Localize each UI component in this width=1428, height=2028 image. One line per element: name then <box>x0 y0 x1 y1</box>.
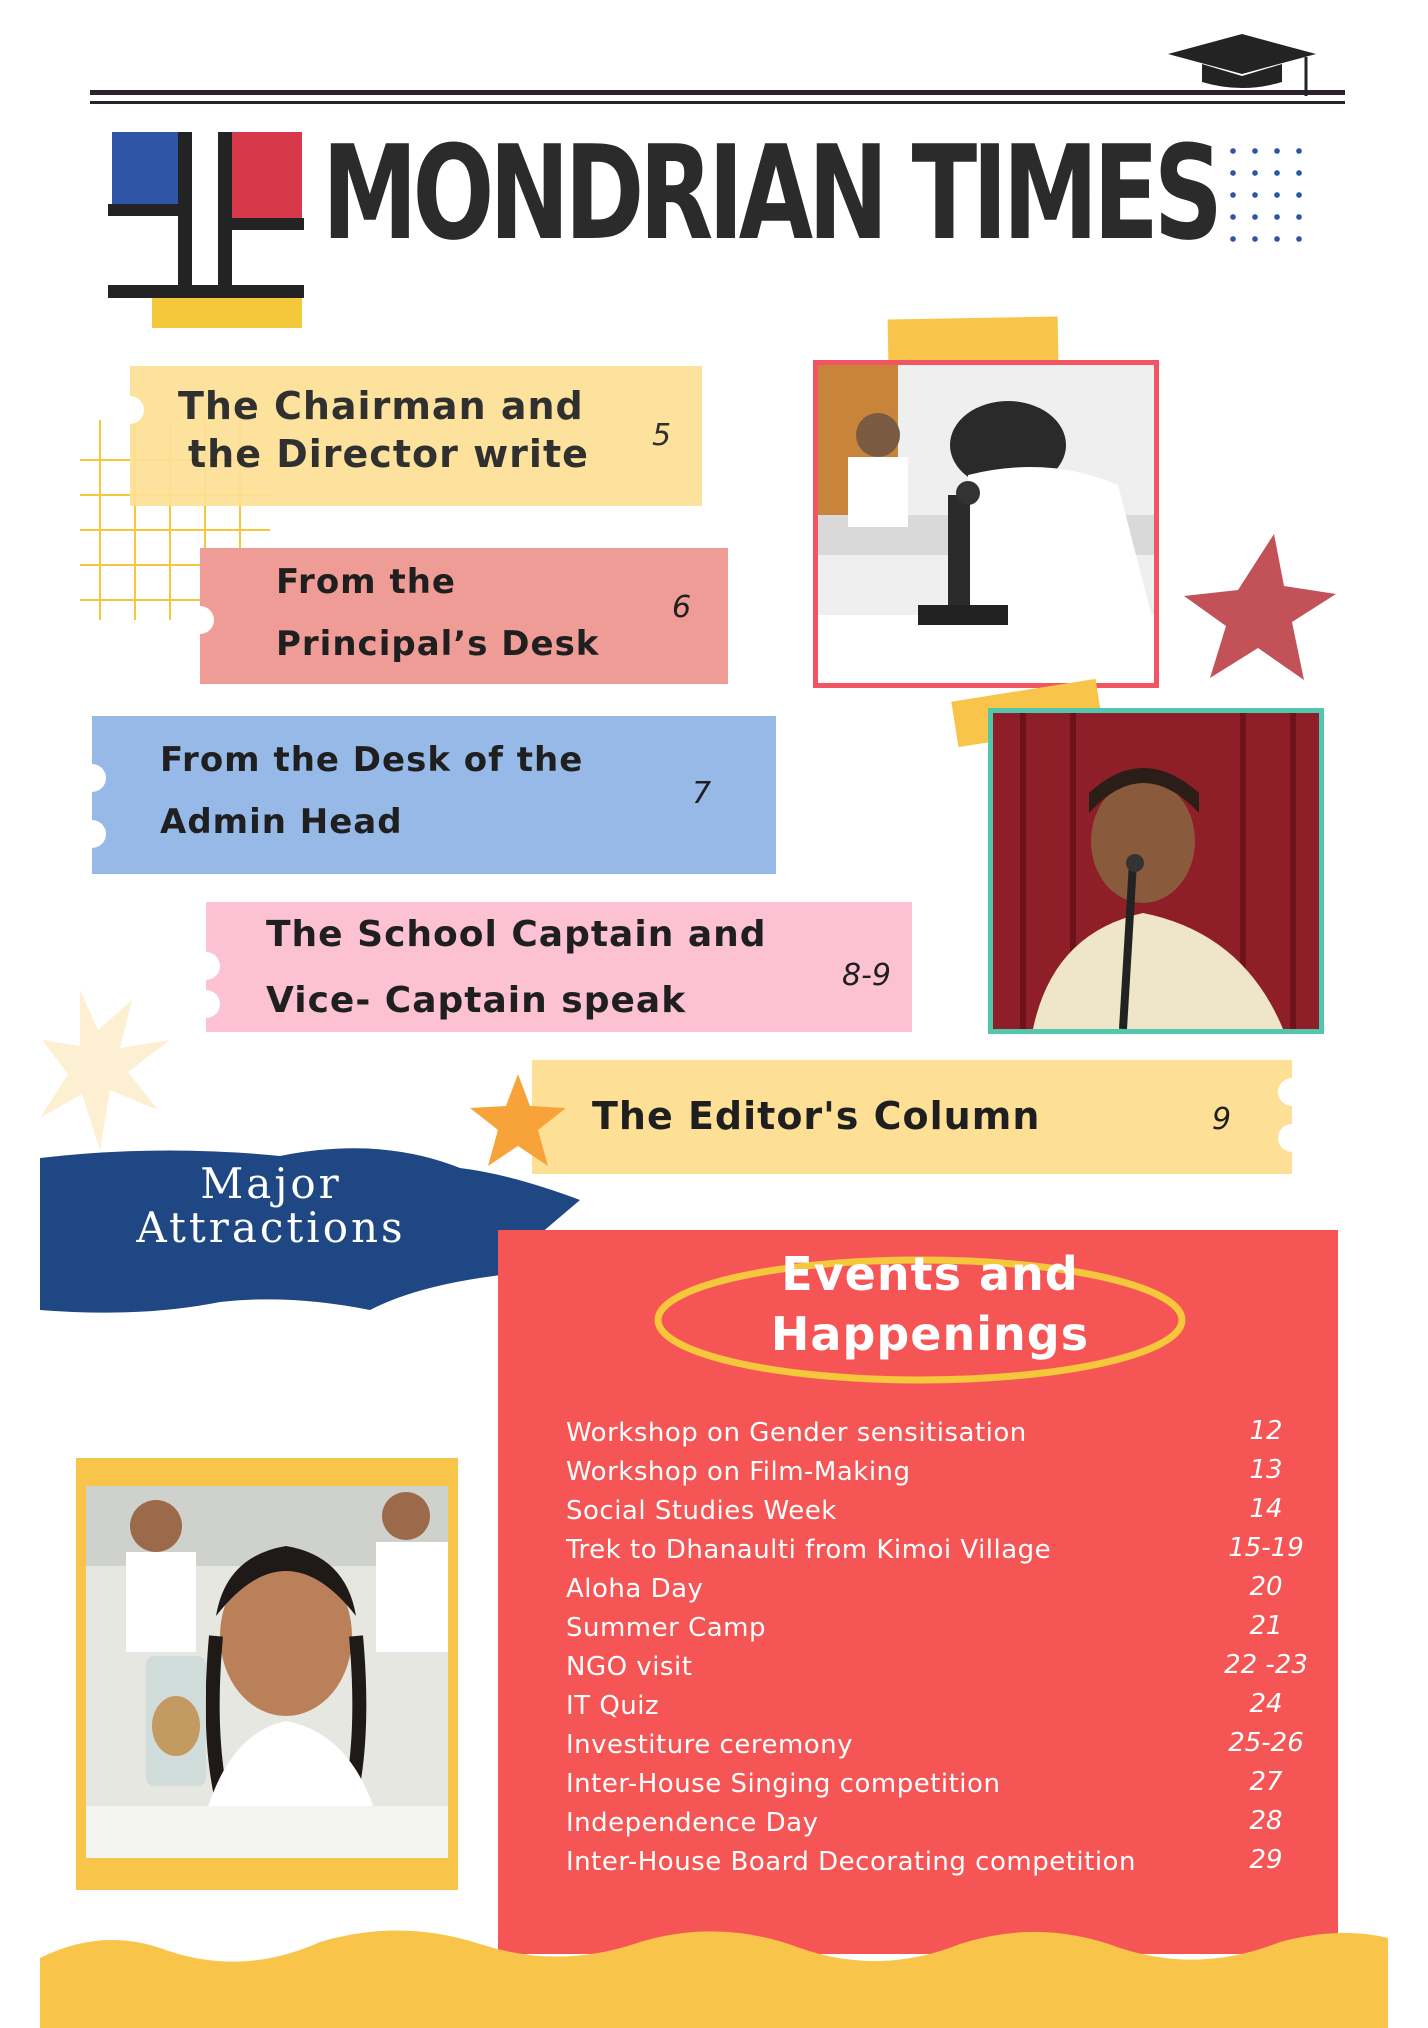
toc-item-admin-head[interactable] <box>92 716 776 874</box>
list-item[interactable] <box>566 1769 1326 1807</box>
dot-grid-decoration <box>1222 140 1302 244</box>
toc-page-number: 9 <box>1212 1102 1232 1137</box>
masthead-title: MONDRIAN TIMES <box>322 117 1218 269</box>
toc-page-number: 8-9 <box>842 958 891 993</box>
event-name: NGO visit <box>566 1652 693 1682</box>
science-lab-photo <box>813 360 1159 688</box>
event-name: Independence Day <box>566 1808 819 1838</box>
tape-decoration <box>888 317 1059 364</box>
logo-yellow-block <box>152 298 302 328</box>
list-item[interactable] <box>566 1574 1326 1612</box>
section-heading-line2: Attractions <box>136 1203 406 1252</box>
event-page: 20 <box>1249 1572 1283 1602</box>
event-page: 29 <box>1249 1845 1283 1875</box>
event-page: 21 <box>1249 1611 1283 1641</box>
event-page: 15-19 <box>1228 1533 1304 1563</box>
wave-decoration <box>40 1918 1388 2028</box>
event-page: 13 <box>1249 1455 1283 1485</box>
event-name: Inter-House Singing competition <box>566 1769 1001 1799</box>
list-item[interactable] <box>566 1847 1326 1885</box>
events-title-line2: Happenings <box>770 1307 1090 1361</box>
events-title-line1: Events and <box>781 1247 1079 1301</box>
event-page: 14 <box>1249 1494 1283 1524</box>
event-page: 24 <box>1249 1689 1283 1719</box>
event-name: Investiture ceremony <box>566 1730 854 1760</box>
toc-label-line1: The School Captain and <box>266 914 767 955</box>
event-page: 22 -23 <box>1224 1650 1308 1680</box>
list-item[interactable] <box>566 1652 1326 1690</box>
logo-blue-block <box>112 132 178 204</box>
list-item[interactable] <box>566 1496 1326 1534</box>
event-name: Aloha Day <box>566 1574 704 1604</box>
toc-label-line1: The Editor's Column <box>592 1094 1041 1138</box>
toc-label-line1: From the <box>276 562 456 602</box>
toc-item-editors-column[interactable] <box>532 1060 1292 1174</box>
header-rule-top <box>90 90 1345 95</box>
list-item[interactable] <box>566 1418 1326 1456</box>
list-item[interactable] <box>566 1535 1326 1573</box>
header-rule-bottom <box>90 101 1345 104</box>
event-page: 27 <box>1249 1767 1283 1797</box>
paint-splash-decoration <box>40 990 180 1150</box>
event-page: 25-26 <box>1228 1728 1304 1758</box>
event-name: IT Quiz <box>566 1691 660 1721</box>
toc-item-principal[interactable] <box>200 548 728 684</box>
event-name: Social Studies Week <box>566 1496 837 1526</box>
list-item[interactable] <box>566 1457 1326 1495</box>
toc-page-number: 6 <box>672 590 692 625</box>
toc-label-line2: Vice- Captain speak <box>266 980 687 1021</box>
science-lab-image <box>818 365 1154 683</box>
section-heading-line1: Major <box>200 1159 342 1208</box>
toc-label-line2: Principal’s Desk <box>276 624 600 664</box>
student-image <box>86 1486 448 1858</box>
section-heading <box>96 1159 446 1252</box>
graduation-cap-icon <box>1162 30 1322 100</box>
list-item[interactable] <box>566 1613 1326 1651</box>
toc-label-line2: the Director write <box>188 432 589 476</box>
toc-label-line2: Admin Head <box>160 802 403 842</box>
toc-page-number: 7 <box>692 776 712 811</box>
toc-label-line1: The Chairman and <box>178 384 584 428</box>
star-icon <box>1176 530 1344 690</box>
event-page: 12 <box>1249 1416 1283 1446</box>
toc-item-school-captain[interactable] <box>206 902 912 1032</box>
list-item[interactable] <box>566 1808 1326 1846</box>
logo-red-block <box>232 132 302 218</box>
list-item[interactable] <box>566 1730 1326 1768</box>
event-name: Inter-House Board Decorating competition <box>566 1847 1136 1877</box>
speaker-image <box>993 713 1319 1029</box>
toc-page-number: 5 <box>652 418 672 453</box>
event-name: Workshop on Film-Making <box>566 1457 911 1487</box>
toc-label-line1: From the Desk of the <box>160 740 584 780</box>
events-title <box>700 1244 1160 1364</box>
toc-item-chairman[interactable] <box>130 366 702 506</box>
speaker-photo <box>988 708 1324 1034</box>
list-item[interactable] <box>566 1691 1326 1729</box>
event-name: Trek to Dhanaulti from Kimoi Village <box>566 1535 1052 1565</box>
event-name: Summer Camp <box>566 1613 767 1643</box>
student-photo-frame <box>76 1458 458 1890</box>
event-page: 28 <box>1249 1806 1283 1836</box>
event-name: Workshop on Gender sensitisation <box>566 1418 1027 1448</box>
